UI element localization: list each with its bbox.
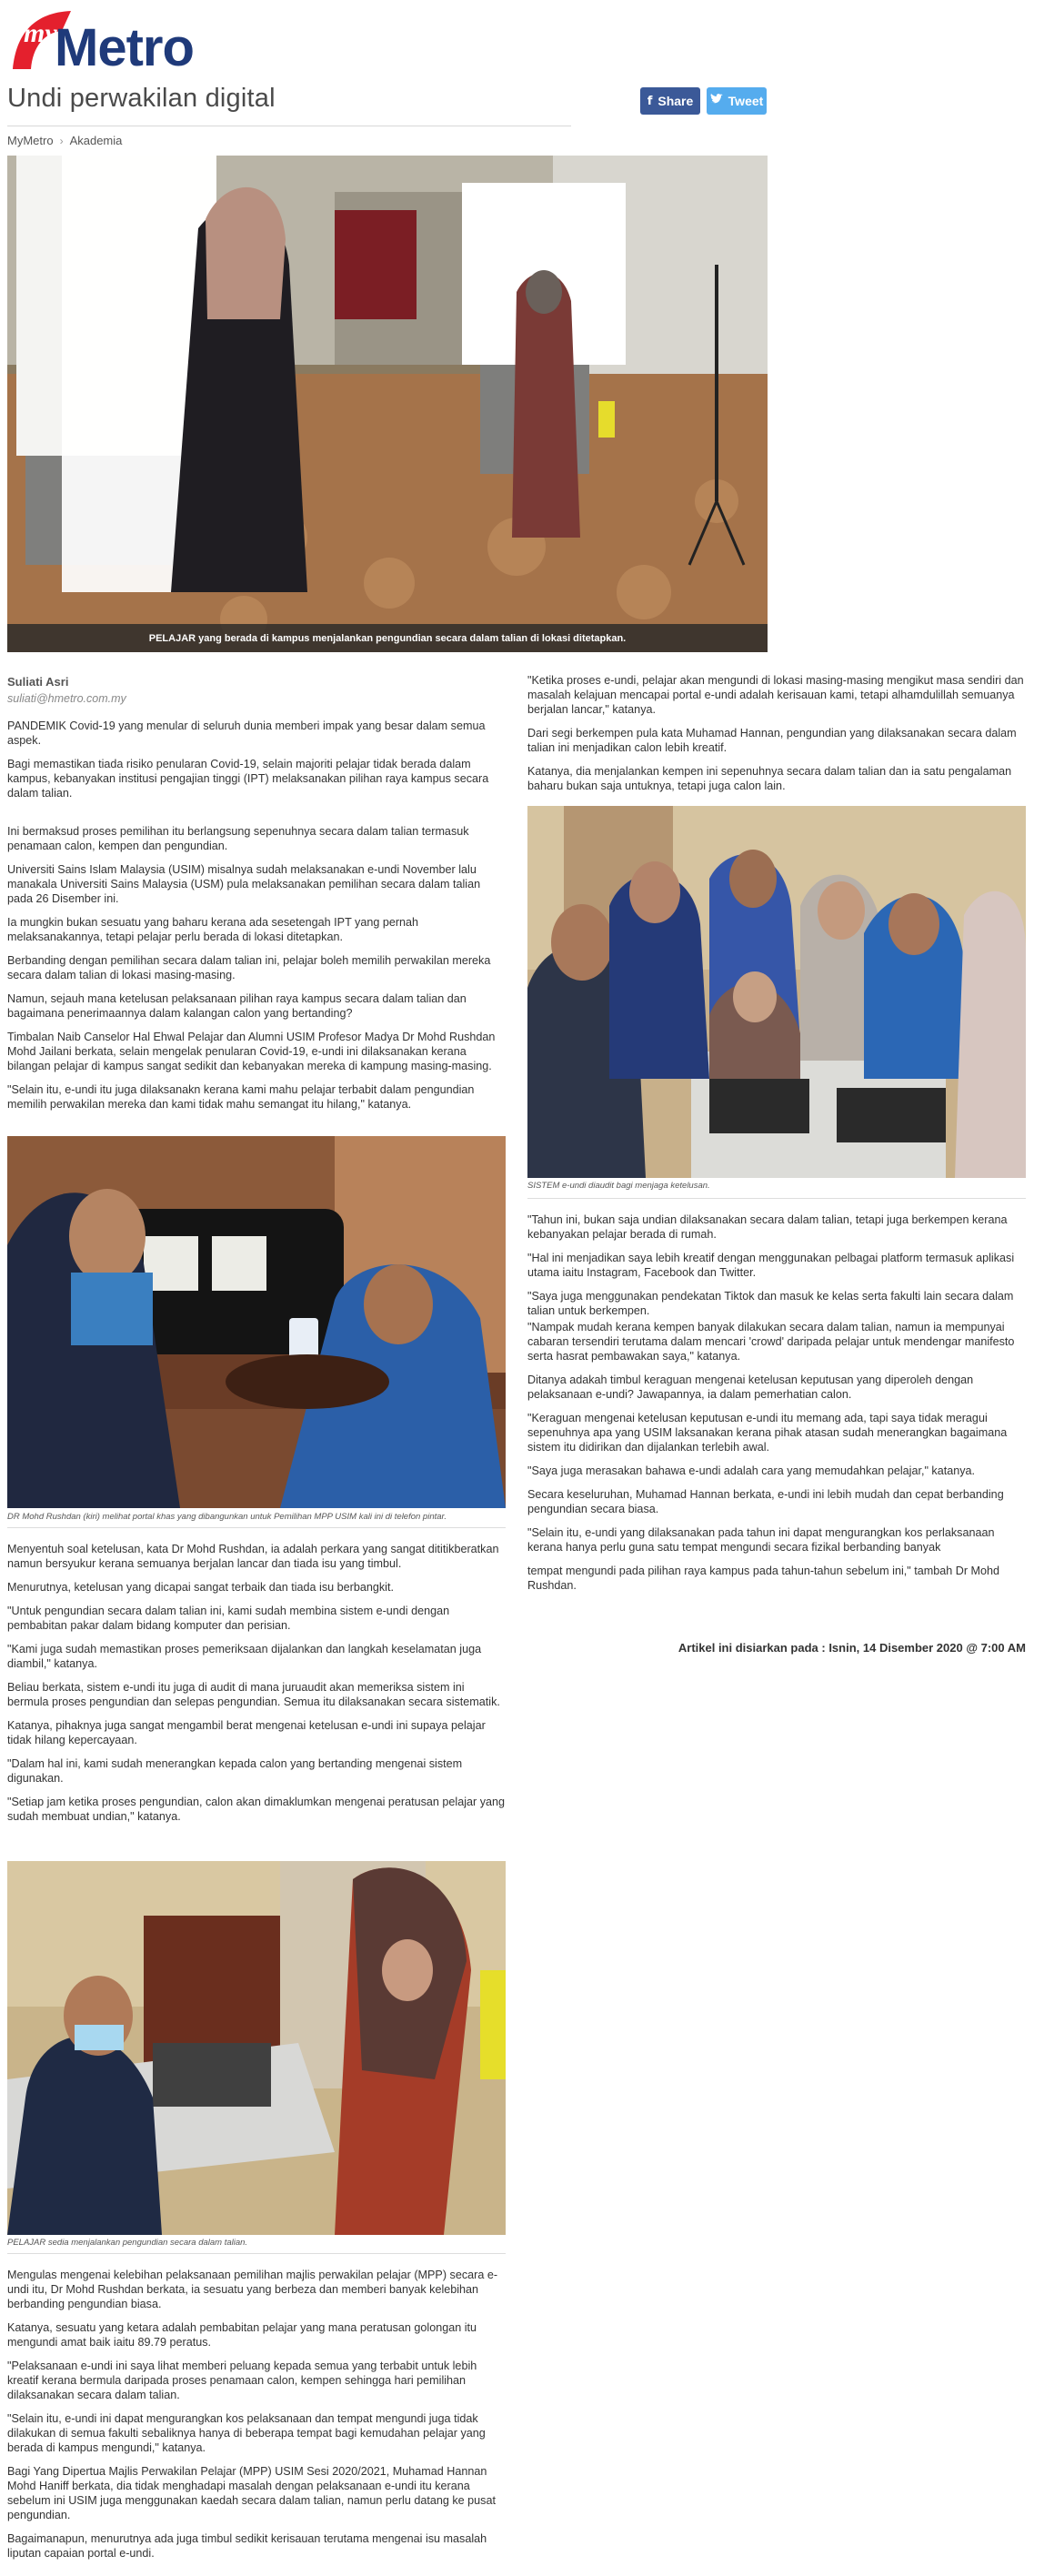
published-date: Artikel ini disiarkan pada : Isnin, 14 Disember 2020 @ 7:00 AM xyxy=(678,1641,1026,1655)
caption-divider xyxy=(7,2253,506,2254)
photo-audit-team xyxy=(527,806,1026,1178)
caption-divider xyxy=(527,1198,1026,1199)
author-email[interactable]: suliati@hmetro.com.my xyxy=(7,692,126,705)
mymetro-logo[interactable] xyxy=(7,5,280,75)
paragraph: "Nampak mudah kerana kempen banyak dilakukan secara dalam talian, namun ia mempunyai cabaran tersendiri terutama dalam mencari 'crowd' daripada pelajar untuk mendengar manifesto serta hasrat pembawakan saya," katanya. xyxy=(527,1321,1015,1363)
caption-divider xyxy=(7,1527,506,1528)
paragraph: "Saya juga menggunakan pendekatan Tiktok dan masuk ke kelas serta fakulti lain secara dalam talian untuk berkempen. xyxy=(527,1290,1014,1317)
paragraph: Ditanya adakah timbul keraguan mengenai ketelusan keputusan yang diperoleh dengan pelaksanaan e-undi? Jawapannya, ia dalam pemerhatian calon. xyxy=(527,1374,974,1401)
article-body-left-2 xyxy=(7,1542,506,1833)
paragraph: "Setiap jam ketika proses pengundian, calon akan dimaklumkan mengenai peratusan pelajar yang sudah membuat undian," katanya. xyxy=(7,1796,506,1823)
svg-text:Metro: Metro xyxy=(55,18,194,75)
paragraph: Timbalan Naib Canselor Hal Ehwal Pelajar dan Alumni USIM Profesor Madya Dr Mohd Rushdan Mohd Jailani berkata, selain mengelak penularan Covid-19, e-undi ini dilaksanakan kerana bilangan pelajar di kampus sangat sedikit dan kebanyakan mereka di kampung masing-masing. xyxy=(7,1031,496,1072)
article-body-left-3 xyxy=(7,2268,506,2570)
photo3-caption: PELAJAR sedia menjalankan pengundian secara dalam talian. xyxy=(7,2238,248,2248)
paragraph: "Selain itu, e-undi itu juga dilaksanakn kerana kami mahu pelajar terbabit dalam pengundian memilih perwakilan mereka dan kami tidak mahu semangat itu hilang," katanya. xyxy=(7,1083,475,1111)
twitter-tweet-button[interactable] xyxy=(707,87,767,115)
paragraph: Menyentuh soal ketelusan, kata Dr Mohd Rushdan, ia adalah perkara yang sangat dititikberatkan namun bersyukur kerana semuanya berjalan lancar dan tiada isu yang timbul. xyxy=(7,1543,499,1570)
paragraph: Bagaimanapun, menurutnya ada juga timbul sedikit kerisauan terutama mengenai isu masalah liputan capaian portal e-undi. xyxy=(7,2532,487,2560)
paragraph: Dari segi berkempen pula kata Muhamad Hannan, pengundian yang dilaksanakan secara dalam talian ini menjadikan calon lebih kreatif. xyxy=(527,727,1017,754)
paragraph: Universiti Sains Islam Malaysia (USIM) misalnya sudah melaksanakan e-undi November lalu manakala Universiti Sains Malaysia (USM) pula melaksanakan pemilihan secara dalam talian pada 26 Disember ini. xyxy=(7,863,481,905)
chevron-right-icon: › xyxy=(59,134,64,147)
paragraph: "Saya juga merasakan bahawa e-undi adalah cara yang memudahkan pelajar," katanya. xyxy=(527,1464,976,1477)
paragraph: Ini bermaksud proses pemilihan itu berlangsung sepenuhnya secara dalam talian termasuk penamaan calon, kempen dan pengundian. xyxy=(7,825,469,852)
photo2-caption: DR Mohd Rushdan (kiri) melihat portal khas yang dibangunkan untuk Pemilihan MPP USIM kali ini di telefon pintar. xyxy=(7,1512,447,1522)
paragraph: Katanya, dia menjalankan kempen ini sepenuhnya secara dalam talian dan ia satu pengalaman baharu bukan saja untuknya, tetapi juga calon lain. xyxy=(527,765,1012,792)
paragraph: Berbanding dengan pemilihan secara dalam talian ini, pelajar boleh memilih perwakilan mereka secara dalam talian di lokasi masing-masing. xyxy=(7,954,491,981)
photo4-caption: SISTEM e-undi diaudit bagi menjaga ketelusan. xyxy=(527,1181,710,1191)
paragraph: Beliau berkata, sistem e-undi itu juga di audit di mana juruaudit akan memeriksa sistem ini bermula proses pengundian dan selepas pengundian. Semua itu dilaksanakan secara sistematik. xyxy=(7,1681,500,1708)
breadcrumb xyxy=(7,134,122,147)
article-title: Undi perwakilan digital xyxy=(7,84,276,113)
paragraph: Katanya, pihaknya juga sangat mengambil berat mengenai ketelusan e-undi ini supaya pelajar tidak hilang kepercayaan. xyxy=(7,1719,486,1746)
paragraph: "Dalam hal ini, kami sudah menerangkan kepada calon yang bertanding mengenai sistem digunakan. xyxy=(7,1757,463,1785)
breadcrumb-link-akademia[interactable]: Akademia xyxy=(69,134,123,147)
facebook-share-label: Share xyxy=(658,94,694,108)
paragraph: Bagi memastikan tiada risiko penularan Covid-19, selain majoriti pelajar tidak berada dalam kampus, kebanyakan institusi pengajian tinggi (IPT) melaksanakan pilihan raya kampus secara dalam talian. xyxy=(7,758,489,800)
paragraph: "Kami juga sudah memastikan proses pemeriksaan dijalankan dan langkah keselamatan juga diambil," katanya. xyxy=(7,1643,482,1670)
paragraph: tempat mengundi pada pilihan raya kampus pada tahun-tahun sebelum ini," tambah Dr Mohd Rushdan. xyxy=(527,1565,1000,1592)
paragraph: Secara keseluruhan, Muhamad Hannan berkata, e-undi ini lebih mudah dan cepat berbanding pengundian secara biasa. xyxy=(527,1488,1004,1515)
twitter-tweet-label: Tweet xyxy=(728,94,764,108)
facebook-icon: f xyxy=(647,94,653,108)
paragraph: Bagi Yang Dipertua Majlis Perwakilan Pelajar (MPP) USIM Sesi 2020/2021, Muhamad Hannan Mohd Haniff berkata, dia tidak menghadapi masalah dengan pelaksanaan e-undi itu kerana sebelum ini USIM juga menggunakan kaedah secara dalam talian, namun perlu datang ke pusat pengundian. xyxy=(7,2465,496,2521)
main-photo-voting-booths xyxy=(7,156,768,652)
svg-text:my: my xyxy=(24,18,57,48)
paragraph: "Tahun ini, bukan saja undian dilaksanakan secara dalam talian, tetapi juga berkempen kerana kebanyakan pelajar berada di rumah. xyxy=(527,1213,1008,1241)
facebook-share-button[interactable] xyxy=(640,87,700,115)
author-name: Suliati Asri xyxy=(7,675,69,689)
paragraph: "Hal ini menjadikan saya lebih kreatif dengan menggunakan pelbagai platform termasuk aplikasi utama iaitu Instagram, Facebook dan Twitter. xyxy=(527,1252,1015,1279)
article-body-left-1 xyxy=(7,675,506,1121)
paragraph: "Untuk pengundian secara dalam talian ini, kami sudah membina sistem e-undi dengan pembabitan pakar dalam bidang komputer dan perisian. xyxy=(7,1605,450,1632)
paragraph: "Selain itu, e-undi ini dapat mengurangkan kos pelaksanaan dan tempat mengundi juga tidak dilakukan di semua fakulti sebaliknya hanya di beberapa tempat bagi kemudahan pelajar yang berada di kampus mengundi," katanya. xyxy=(7,2412,486,2454)
main-photo-caption: PELAJAR yang berada di kampus menjalankan pengundian secara dalam talian di lokasi ditetapkan. xyxy=(7,624,768,652)
paragraph: "Ketika proses e-undi, pelajar akan mengundi di lokasi masing-masing mengikut masa sendiri dan masalah kelajuan mencapai portal e-undi adalah kerisauan kami, tetapi alhamdulillah semuanya berjalan lancar," katanya. xyxy=(527,674,1024,716)
paragraph: Ia mungkin bukan sesuatu yang baharu kerana ada sesetengah IPT yang pernah melaksanakannya, tetapi pelajar perlu berada di lokasi ditetapkan. xyxy=(7,916,419,943)
article-body-right-1 xyxy=(527,673,1026,802)
paragraph: Namun, sejauh mana ketelusan pelaksanaan pilihan raya kampus secara dalam talian dan bagaimana penerimaannya dalam kalangan calon yang bertanding? xyxy=(7,992,467,1020)
paragraph: "Pelaksanaan e-undi ini saya lihat memberi peluang kepada semua yang terbabit untuk lebih kreatif kerana bermula daripada proses penamaan calon, kempen sehingga hari pemilihan dilaksanakan secara dalam talian. xyxy=(7,2360,477,2401)
paragraph: Katanya, sesuatu yang ketara adalah pembabitan pelajar yang mana peratusan golongan itu mengundi amat baik iaitu 89.79 peratus. xyxy=(7,2321,477,2349)
paragraph: Mengulas mengenai kelebihan pelaksanaan pemilihan majlis perwakilan pelajar (MPP) secara e-undi itu, Dr Mohd Rushdan berkata, ia sesuatu yang berbeza dan memberi banyak kelebihan berbanding pengundian biasa. xyxy=(7,2269,498,2310)
paragraph: Menurutnya, ketelusan yang dicapai sangat terbaik dan tiada isu berbangkit. xyxy=(7,1581,394,1594)
photo-dr-rushdan-phone xyxy=(7,1136,506,1508)
paragraph: "Selain itu, e-undi yang dilaksanakan pada tahun ini dapat mengurangkan kos perlaksanaan kerana hanya perlu guna satu tempat mengundi secara fizikal berbanding banyak xyxy=(527,1526,995,1554)
twitter-bird-icon xyxy=(710,94,723,108)
breadcrumb-link-mymetro[interactable]: MyMetro xyxy=(7,134,54,147)
paragraph: PANDEMIK Covid-19 yang menular di seluruh dunia memberi impak yang besar dalam semua aspek. xyxy=(7,719,486,747)
photo-student-voting-laptop xyxy=(7,1861,506,2235)
paragraph: "Keraguan mengenai ketelusan keputusan e-undi itu memang ada, tapi saya tidak meragui sepenuhnya apa yang USIM laksanakan kerana pihak atasan sudah menerangkan bagaimana sistem itu didirikan dan dijalankan terlebih awal. xyxy=(527,1412,1008,1454)
article-body-right-2 xyxy=(527,1213,1026,1602)
